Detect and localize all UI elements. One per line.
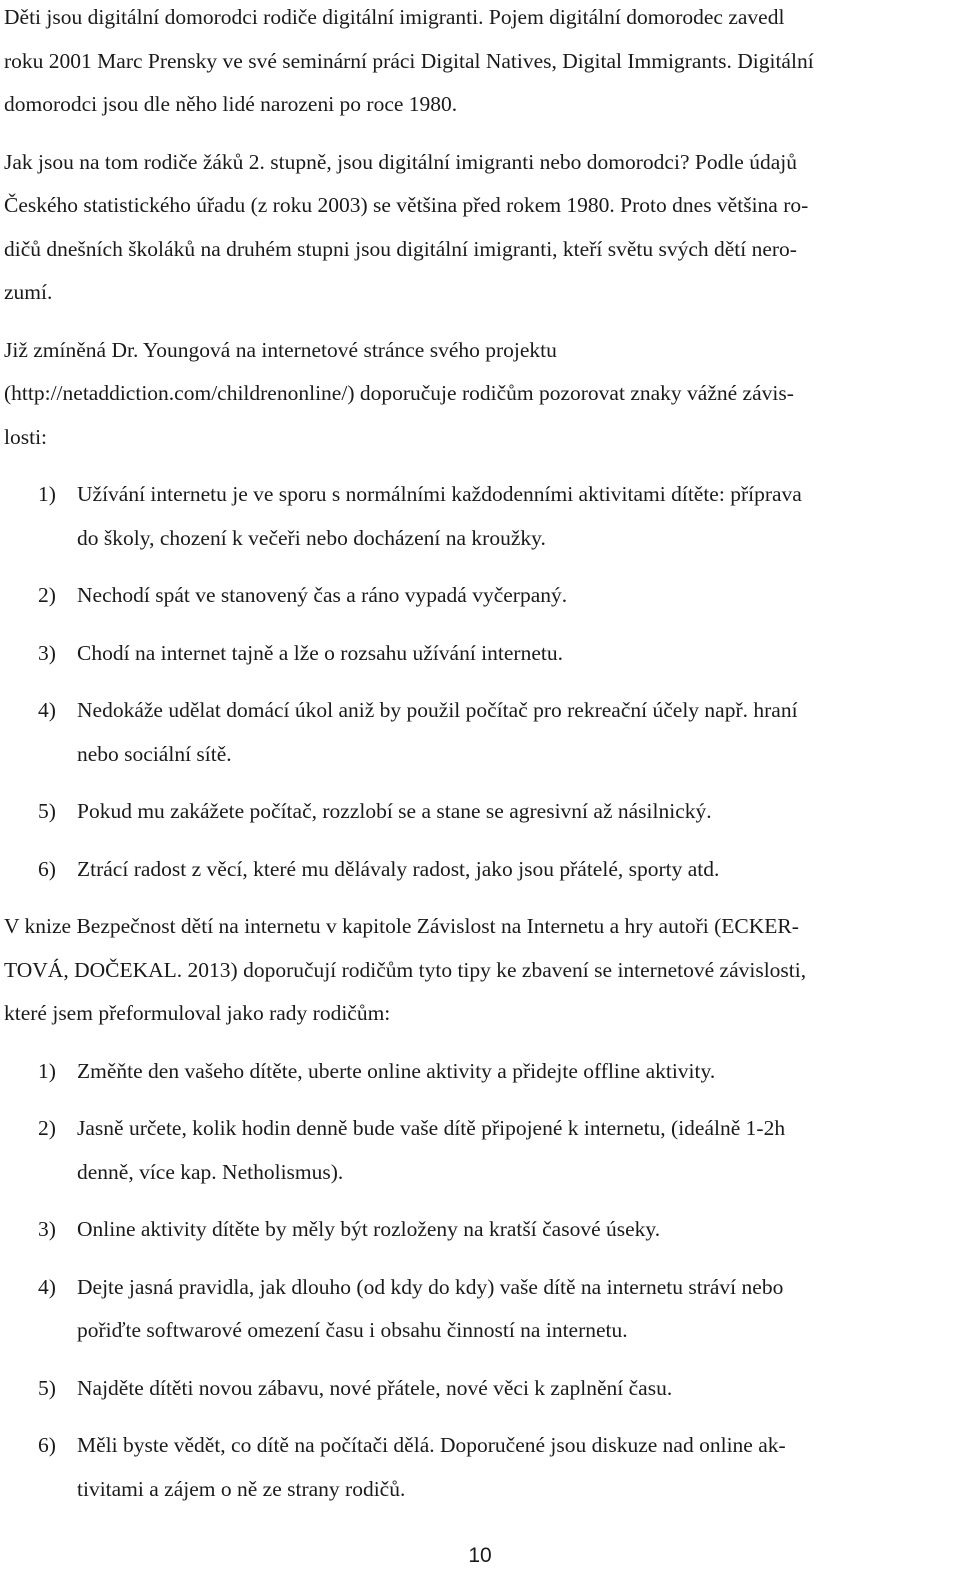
list-item [4,1107,939,1194]
list-number: 3) [38,1217,56,1241]
list-item-text: denně, více kap. Netholismus). [77,1159,344,1184]
list-item [4,1208,939,1252]
list-number: 1) [38,482,56,506]
list-number: 4) [38,1274,56,1299]
addiction-signs-list [4,473,939,891]
list-item-text: Změňte den vašeho dítěte, uberte online aktivity a přidejte offline aktivity. [77,1058,716,1083]
list-item [4,790,939,834]
page-number: 10 [468,1544,492,1567]
parent-tips-list [4,1050,939,1512]
text-line: losti: [4,424,48,449]
list-number: 2) [38,1116,56,1140]
list-item [4,1050,939,1094]
list-item-text: Dejte jasná pravidla, jak dlouho (od kdy do kdy) vaše dítě na internetu stráví nebo [77,1274,784,1299]
list-number: 4) [38,698,56,722]
list-item-text: Najděte dítěti novou zábavu, nové přátele, nové věci k zaplnění času. [77,1375,673,1400]
list-item [4,632,939,676]
list-item-text: nebo sociální sítě. [77,741,232,766]
text-line: Českého statistického úřadu (z roku 2003) se většina před rokem 1980. Proto dnes většina ro- [4,193,809,217]
list-item-text: Jasně určete, kolik hodin denně bude vaše dítě připojené k internetu, (ideálně 1-2h [77,1116,786,1140]
list-item-text: Nechodí spát ve stanovený čas a ráno vypadá vyčerpaný. [77,583,568,607]
list-number: 3) [38,640,56,665]
list-item-text: Online aktivity dítěte by měly být rozloženy na kratší časové úseky. [77,1217,661,1241]
text-line: V knize Bezpečnost dětí na internetu v kapitole Závislost na Internetu a hry autoři (ECKER- [4,914,799,938]
list-item-text: Pokud mu zakážete počítač, rozzlobí se a stane se agresivní až násilnický. [77,799,712,823]
list-item [4,1424,939,1511]
text-line: zumí. [4,280,53,304]
paragraph-parents [4,141,939,315]
text-line: Jak jsou na tom rodiče žáků 2. stupně, jsou digitální imigranti nebo domorodci? Podle údajů [4,149,797,174]
text-line: Děti jsou digitální domorodci rodiče digitální imigranti. Pojem digitální domorodec zavedl [4,5,785,29]
list-number: 6) [38,1433,56,1457]
document-body [4,0,939,1511]
paragraph-book [4,905,939,1036]
list-number: 2) [38,583,56,607]
list-item [4,1266,939,1353]
list-item-text: Chodí na internet tajně a lže o rozsahu užívání internetu. [77,640,563,665]
list-item-text: Nedokáže udělat domácí úkol aniž by použil počítač pro rekreační účely např. hraní [77,698,798,722]
paragraph-digital-natives [4,0,939,127]
text-line: domorodci jsou dle něho lidé narozeni po roce 1980. [4,92,458,116]
list-item [4,848,939,892]
list-item-text: Měli byste vědět, co dítě na počítači dělá. Doporučené jsou diskuze nad online ak- [77,1433,786,1457]
list-item [4,689,939,776]
list-item-text: pořiďte softwarové omezení času i obsahu činností na internetu. [77,1318,628,1342]
list-item [4,1367,939,1411]
text-line: (http://netaddiction.com/childrenonline/) doporučuje rodičům pozorovat znaky vážné závis- [4,381,794,405]
list-item-text: Ztrácí radost z věcí, které mu dělávaly radost, jako jsou přátelé, sporty atd. [77,856,720,881]
text-line: TOVÁ, DOČEKAL. 2013) doporučují rodičům tyto tipy ke zbavení se internetové závislosti, [4,957,807,982]
text-line: dičů dnešních školáků na druhém stupni jsou digitální imigranti, kteří světu svých dětí nero- [4,236,797,261]
list-number: 5) [38,799,56,823]
list-item [4,574,939,618]
list-item [4,473,939,560]
list-number: 6) [38,856,56,881]
text-line: které jsem přeformuloval jako rady rodičům: [4,1001,391,1025]
list-number: 5) [38,1375,56,1400]
list-item-text: Užívání internetu je ve sporu s normálními každodenními aktivitami dítěte: příprava [77,482,802,506]
list-item-text: tivitami a zájem o ně ze strany rodičů. [77,1476,406,1501]
text-line: Již zmíněná Dr. Youngová na internetové stránce svého projektu [4,337,557,362]
list-number: 1) [38,1058,56,1083]
list-item-text: do školy, chození k večeři nebo docházení na kroužky. [77,525,546,550]
text-line: roku 2001 Marc Prensky ve své seminární práci Digital Natives, Digital Immigrants. Digitální [4,48,814,73]
paragraph-youngova [4,329,939,460]
